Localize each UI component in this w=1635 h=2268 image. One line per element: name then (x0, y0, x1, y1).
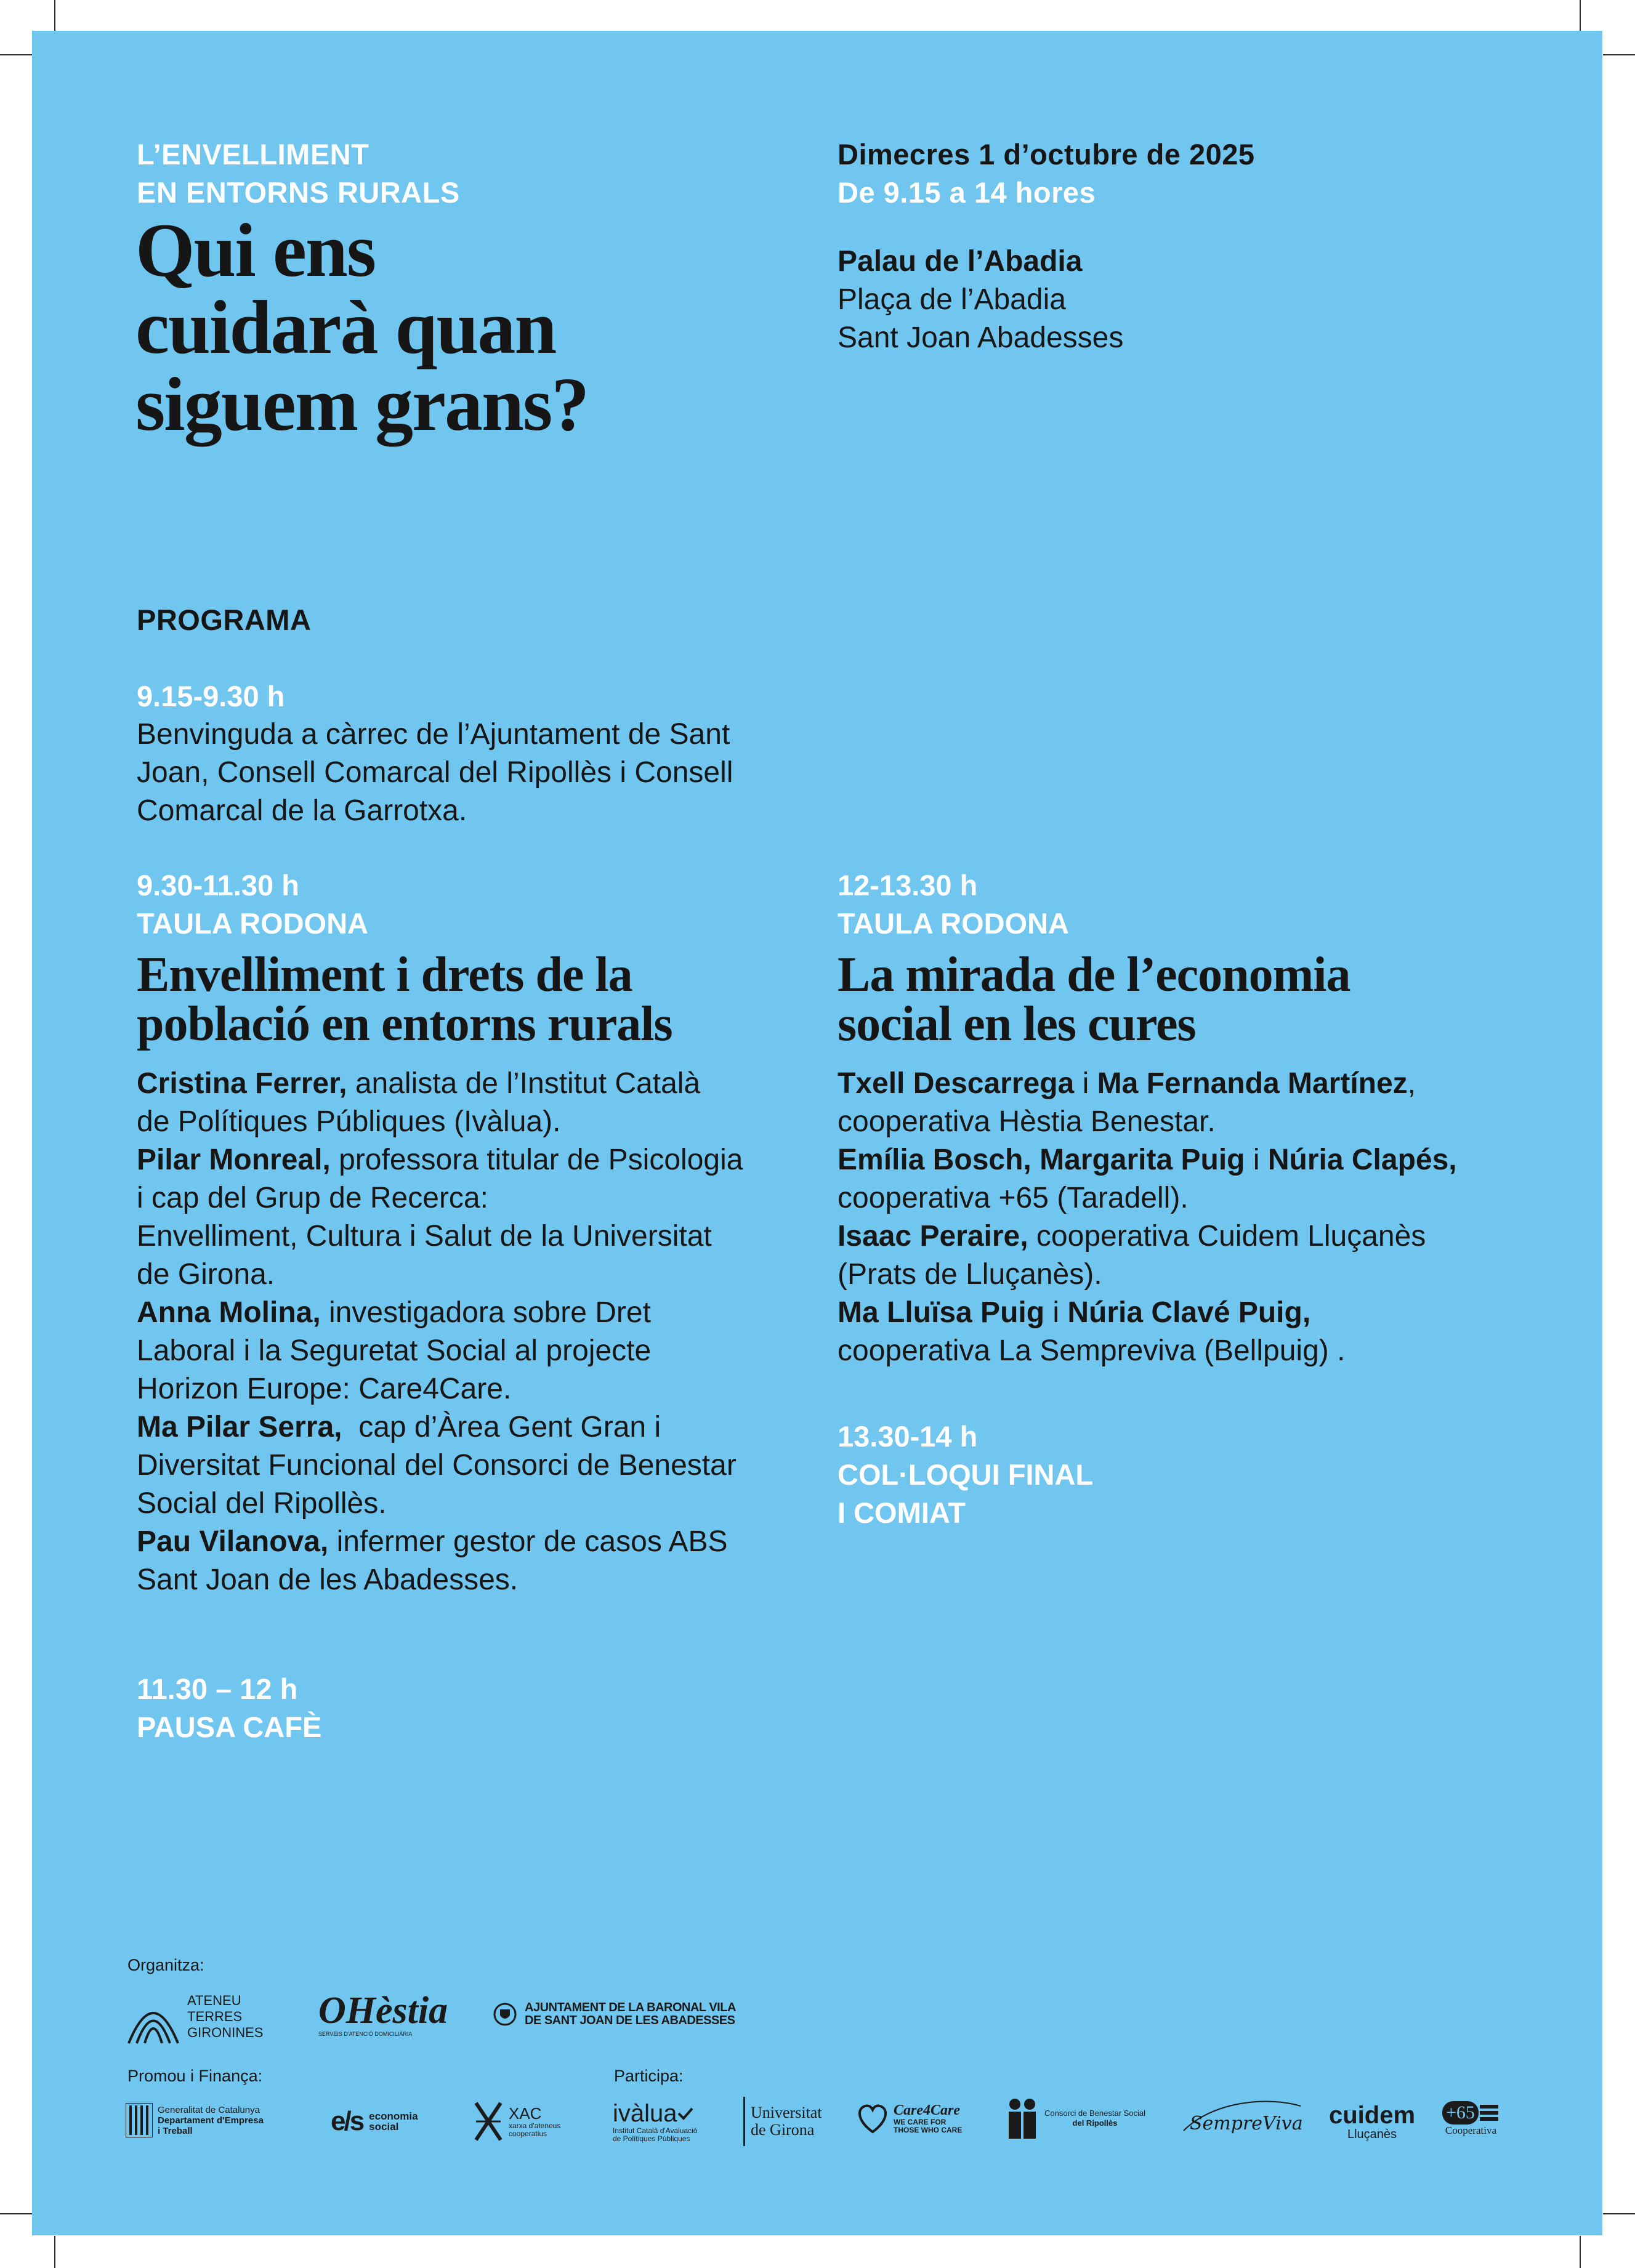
speaker-line: Laboral i la Seguretat Social al projecte (137, 1334, 652, 1367)
participant-role: cooperativa Cuidem Lluçanès (1028, 1220, 1426, 1253)
participant-name: Ma Lluïsa Puig (838, 1296, 1045, 1329)
crop-mark (54, 2236, 55, 2268)
stripes-icon (1479, 2102, 1500, 2123)
pause-time: 11.30 – 12 h (137, 1673, 298, 1705)
sempreviva-signature-icon (1177, 2094, 1307, 2143)
session-title (838, 950, 1546, 1049)
poster (32, 31, 1602, 2235)
pause-label: PAUSA CAFÈ (137, 1711, 322, 1743)
xac-cross-icon (473, 2100, 504, 2143)
welcome-text: Benvinguda a càrrec de l’Ajuntament de Sant (137, 718, 730, 751)
hestia-logo (318, 1991, 448, 2038)
ateneu-text (187, 1993, 263, 2041)
participant-line: cooperativa +65 (Taradell). (838, 1182, 1189, 1214)
session-title-line: Envelliment i drets de la (137, 948, 632, 1002)
session-time: 9.30-11.30 h (137, 869, 299, 902)
udg-logo (742, 2097, 822, 2146)
speaker-name: Cristina Ferrer, (137, 1067, 347, 1100)
gencat-logo (126, 2103, 264, 2137)
crop-mark (1603, 54, 1635, 55)
participant-name: Emília Bosch, Margarita Puig (838, 1144, 1245, 1176)
speaker-line: de Girona. (137, 1258, 275, 1291)
crop-mark (1580, 2236, 1581, 2268)
participant-name: Núria Clavé Puig, (1067, 1296, 1311, 1329)
senyera-icon (126, 2103, 153, 2137)
care4care-text-line: THOSE WHO CARE (894, 2126, 963, 2134)
event-date: Dimecres 1 d’octubre de 2025 (838, 138, 1255, 171)
welcome-time: 9.15-9.30 h (137, 680, 285, 712)
participant-line (838, 1141, 1546, 1179)
speaker-line: Social del Ripollès. (137, 1487, 387, 1520)
speaker-line (137, 1294, 814, 1332)
welcome-text: Joan, Consell Comarcal del Ripollès i Consell (137, 756, 733, 789)
speaker-line: Envelliment, Cultura i Salut de la Universitat (137, 1220, 712, 1253)
crop-mark (0, 54, 32, 55)
xac-wordmark: XAC (509, 2104, 542, 2123)
care4care-wordmark: Care4Care (894, 2102, 960, 2118)
speaker-name: Pau Vilanova, (137, 1525, 329, 1558)
care4care-text-line: WE CARE FOR (894, 2118, 947, 2126)
participa-label: Participa: (614, 2067, 684, 2085)
speakers-list (137, 1065, 814, 1599)
cuidem-wordmark: cuidem (1329, 2102, 1416, 2129)
ajuntament-logo (493, 2001, 736, 2027)
participant-line: cooperativa La Sempreviva (Bellpuig) . (838, 1334, 1346, 1367)
page-title (135, 208, 589, 446)
xac-text-line: xarxa d'ateneus (509, 2121, 561, 2130)
heart-hands-icon (854, 2101, 891, 2136)
speaker-role: cap d’Àrea Gent Gran i (342, 1411, 661, 1443)
title-line: siguem grans? (135, 362, 589, 446)
ivalua-logo (613, 2100, 697, 2143)
session-time: 12-13.30 h (838, 869, 978, 902)
es-text-line: economia (369, 2110, 418, 2122)
ivalua-text-line: Institut Català d'Avaluació (613, 2126, 698, 2135)
consorci-logo (1005, 2097, 1145, 2140)
crop-mark (54, 0, 55, 32)
es-text (369, 2111, 418, 2132)
event-venue: Palau de l’Abadia (838, 245, 1083, 278)
speaker-line: i cap del Grup de Recerca: (137, 1182, 488, 1214)
care4care-logo (854, 2101, 962, 2136)
closing-block (838, 1418, 1093, 1532)
welcome-text: Comarcal de la Garrotxa. (137, 794, 467, 827)
conjunction: i (1245, 1144, 1268, 1176)
udg-bar-icon (742, 2097, 747, 2146)
session-2 (838, 866, 1546, 1370)
speaker-name: Anna Molina, (137, 1296, 321, 1329)
xac-text (509, 2105, 560, 2138)
participant-name: Ma Fernanda Martínez (1097, 1067, 1408, 1100)
speaker-line: Sant Joan de les Abadesses. (137, 1564, 519, 1596)
speaker-line (137, 1408, 814, 1447)
udg-text-line: Universitat (751, 2104, 822, 2121)
kicker-line: L’ENVELLIMENT (137, 138, 369, 171)
coat-of-arms-icon (493, 2002, 517, 2027)
consorci-text-line: del Ripollès (1072, 2118, 1118, 2128)
check-icon (677, 2107, 693, 2120)
participant-line (838, 1294, 1546, 1332)
crop-mark (1603, 2213, 1635, 2214)
speaker-line (137, 1065, 814, 1103)
ajuntament-text-line: DE SANT JOAN DE LES ABADESSES (525, 2014, 735, 2027)
conjunction: i (1044, 1296, 1068, 1329)
session-title-line: població en entorns rurals (137, 997, 672, 1051)
mes65-subtitle: Cooperativa (1445, 2125, 1496, 2136)
participant-line: cooperativa Hèstia Benestar. (838, 1105, 1216, 1138)
people-icon (1005, 2097, 1040, 2140)
organitza-label: Organitza: (127, 1956, 204, 1974)
pause-block (137, 1670, 321, 1746)
punctuation: , (1407, 1067, 1416, 1100)
speaker-name: Pilar Monreal, (137, 1144, 331, 1176)
ivalua-text-line: de Polítiques Públiques (613, 2134, 690, 2143)
care4care-text (894, 2102, 962, 2134)
closing-label: COL·LOQUI FINAL (838, 1458, 1094, 1491)
participants-list (838, 1065, 1546, 1370)
event-hours: De 9.15 a 14 hores (838, 176, 1096, 209)
programa-heading: PROGRAMA (137, 603, 312, 636)
session-label: TAULA RODONA (137, 907, 368, 940)
speaker-role: investigadora sobre Dret (320, 1296, 651, 1329)
xac-text-line: cooperatius (509, 2129, 547, 2138)
event-info (838, 135, 1255, 357)
promou-label: Promou i Finança: (127, 2067, 263, 2085)
speaker-role: analista de l’Institut Català (347, 1067, 701, 1100)
ateneu-text-line: TERRES (187, 2009, 243, 2024)
speaker-line: Diversitat Funcional del Consorci de Benestar (137, 1449, 737, 1482)
cuidem-logo (1329, 2103, 1415, 2141)
xac-logo (473, 2100, 560, 2143)
ajuntament-text-line: AJUNTAMENT DE LA BARONAL VILA (525, 2001, 736, 2014)
participant-name: Txell Descarrega (838, 1067, 1075, 1100)
speaker-role: infermer gestor de casos ABS (328, 1525, 728, 1558)
consorci-text-line: Consorci de Benestar Social (1044, 2109, 1146, 2118)
speaker-name: Ma Pilar Serra, (137, 1411, 342, 1443)
udg-text (751, 2104, 822, 2139)
gencat-text-line: i Treball (158, 2125, 193, 2136)
speaker-line (137, 1141, 814, 1179)
crop-mark (0, 2213, 32, 2214)
es-text-line: social (369, 2121, 399, 2133)
title-line: cuidarà quan (135, 285, 556, 369)
mes65-logo (1442, 2101, 1500, 2137)
participant-line (838, 1217, 1546, 1256)
udg-text-line: de Girona (751, 2121, 815, 2139)
participant-line: (Prats de Lluçanès). (838, 1258, 1102, 1291)
session-title-line: social en les cures (838, 997, 1196, 1051)
sempreviva-wordmark: SempreViva (1190, 2113, 1303, 2134)
gencat-text-line: Departament d'Empresa (158, 2115, 264, 2126)
hestia-wordmark: OHèstia (318, 1990, 448, 2032)
ajuntament-text (525, 2001, 736, 2027)
speaker-role: professora titular de Psicologia (330, 1144, 743, 1176)
welcome-block (137, 677, 733, 830)
participant-name: Núria Clapés, (1267, 1144, 1457, 1176)
session-title-line: La mirada de l’economia (838, 948, 1350, 1002)
kicker-line: EN ENTORNS RURALS (137, 176, 460, 209)
session-label: TAULA RODONA (838, 907, 1069, 940)
closing-time: 13.30-14 h (838, 1420, 978, 1453)
ateneu-arches-icon (126, 1989, 181, 2044)
ateneu-text-line: GIRONINES (187, 2025, 264, 2040)
speaker-line: Horizon Europe: Care4Care. (137, 1373, 512, 1405)
mes65-wordmark: +65 (1442, 2101, 1479, 2125)
ivalua-wordmark: ivàlua (613, 2100, 677, 2127)
gencat-text-line: Generalitat de Catalunya (158, 2104, 260, 2115)
closing-label: I COMIAT (838, 1496, 966, 1529)
participant-name: Isaac Peraire, (838, 1220, 1028, 1253)
title-line: Qui ens (135, 208, 376, 293)
event-city: Sant Joan Abadesses (838, 321, 1124, 354)
speaker-line: de Polítiques Públiques (Ivàlua). (137, 1105, 561, 1138)
ateneu-text-line: ATENEU (187, 1993, 241, 2008)
crop-mark (1580, 0, 1581, 32)
event-address: Plaça de l’Abadia (838, 283, 1066, 316)
sempreviva-logo (1177, 2094, 1307, 2143)
conjunction: i (1074, 1067, 1097, 1100)
kicker (137, 135, 460, 212)
gencat-text (158, 2105, 264, 2136)
hestia-subtitle: SERVEIS D'ATENCIÓ DOMICILIÀRIA (318, 2031, 413, 2037)
session-1 (137, 866, 814, 1599)
consorci-text (1044, 2109, 1145, 2128)
session-title (137, 950, 814, 1049)
es-mark: e/s (331, 2106, 363, 2136)
cuidem-subtitle: Lluçanès (1347, 2128, 1397, 2141)
ateneu-logo (126, 1989, 263, 2044)
participant-line (838, 1065, 1546, 1103)
economia-social-logo (331, 2106, 418, 2137)
speaker-line (137, 1523, 814, 1561)
